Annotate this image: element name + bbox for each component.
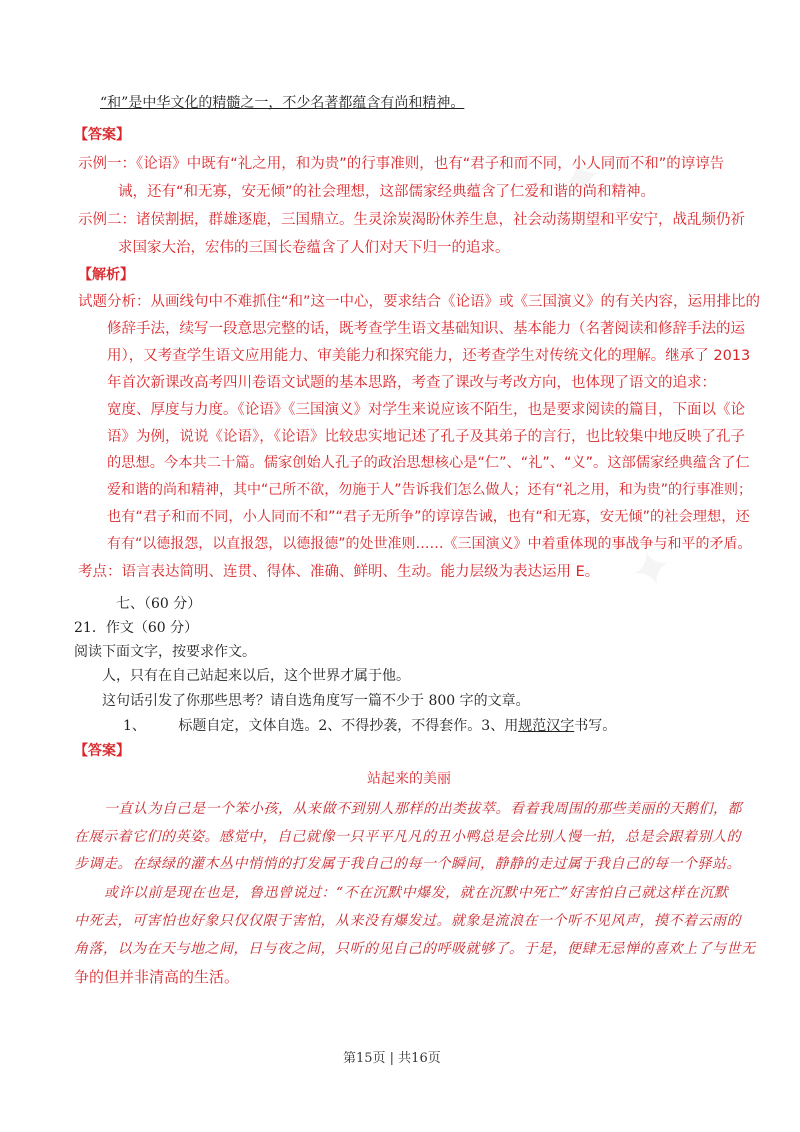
question-prompt: 阅读下面文字，按要求作文。 <box>74 644 256 660</box>
essay-line: 角落，以为在天与地之间，日与夜之间，只听的见自己的呼吸就够了。于是，便肆无忌惮的喜欢上了与世无 <box>74 941 756 957</box>
requirements <box>123 715 616 735</box>
analysis-line: 的思想。今本共二十篇。儒家创始人孔子的政治思想核心是“仁”、“礼”、“义”。这部儒家经典蕴含了仁 <box>107 455 750 471</box>
analysis-line: 试题分析：从画线句中不难抓住“和”这一中心，要求结合《论语》或《三国演义》的有关内容，运用排比的 <box>78 294 761 310</box>
requirement-underlined: 规范汉字 <box>518 718 575 734</box>
example-two-line-1: 示例二：诸侯割据，群雄逐鹿，三国鼎立。生灵涂炭渴盼休养生息，社会动荡期望和平安宁，战乱频仍祈 <box>78 212 745 228</box>
analysis-line: 年首次新课改高考四川卷语文试题的基本思路，考查了课改与考改方向，也体现了语文的追求： <box>107 375 716 391</box>
question-text: 这句话引发了你那些思考？请自选角度写一篇不少于 800 字的文章。 <box>102 693 530 709</box>
requirement-text: 书写。 <box>574 718 617 734</box>
essay-line: 或许以前是现在也是，鲁迅曾说过：“不在沉默中爆发，就在沉默中死亡”好害怕自己就这样在沉默 <box>104 885 729 901</box>
intro-line: “和”是中华文化的精髓之一，不少名著都蕴含有尚和精神。 <box>100 95 465 111</box>
essay-line: 步调走。在绿绿的灌木丛中悄悄的打发属于我自己的每一个瞬间，静静的走过属于我自己的每一个驿站。 <box>74 856 741 872</box>
question-title: 21．作文（60 分） <box>74 620 199 636</box>
analysis-line: 爱和谐的尚和精神，其中“己所不欲，勿施于人”告诉我们怎么做人；还有“礼之用，和为贵”的行事准则； <box>107 482 753 498</box>
example-two-line-2: 求国家大治，宏伟的三国长卷蕴含了人们对天下归一的追求。 <box>118 240 510 256</box>
answer-label: 【答案】 <box>74 743 130 759</box>
answer-label: 【答案】 <box>74 127 130 143</box>
essay-line: 在展示着它们的英姿。感觉中，自己就像一只平平凡凡的丑小鸭总是会比别人慢一拍，总是会跟着别人的 <box>74 829 741 845</box>
analysis-line: 有有“以德报怨，以直报怨，以德报德”的处世准则……《三国演义》中着重体现的事战争与和平的矛盾。 <box>107 536 752 552</box>
watermark: ✦ <box>621 534 682 606</box>
analysis-line: 修辞手法，续写一段意思完整的话，既考查学生语文基础知识、基本能力（名著阅读和修辞手法的运 <box>107 321 745 337</box>
watermark: ✦ <box>551 144 612 216</box>
analysis-line: 考点：语言表达简明、连贯、得体、准确、鲜明、生动。能力层级为表达运用 E。 <box>78 564 600 580</box>
requirement-number: 1、 <box>123 718 146 734</box>
analysis-line: 也有“君子和而不同，小人同而不和”“君子无所争”的谆谆告诫，也有“和无寡，安无倾”的社会理想，还 <box>107 509 750 525</box>
analysis-line: 语》为例，说说《论语》，《论语》比较忠实地记述了孔子及其弟子的言行，也比较集中地反映了孔子 <box>107 429 745 445</box>
analysis-line: 宽度、厚度与力度。《论语》《三国演义》对学生来说应该不陌生，也是要求阅读的篇目，下面以《论 <box>107 402 745 418</box>
requirement-text: 标题自定，文体自选。2、不得抄袭，不得套作。3、用 <box>178 718 519 734</box>
page-footer: 第15页 | 共16页 <box>343 1051 441 1066</box>
question-quote: 人，只有在自己站起来以后，这个世界才属于他。 <box>102 668 410 684</box>
essay-line: 中死去，可害怕也好象只仅仅限于害怕，从来没有爆发过。就象是流浪在一个听不见风声，摸不着云雨的 <box>74 913 741 929</box>
example-one-line-1: 示例一：《论语》中既有“礼之用，和为贵”的行事准则，也有“君子和而不同，小人同而不和”的谆谆告 <box>78 156 725 172</box>
section-heading: 七、（60 分） <box>116 596 202 612</box>
essay-last-line: 争的但并非清高的生活。 <box>74 968 240 986</box>
essay-line: 一直认为自己是一个笨小孩，从来做不到别人那样的出类拔萃。看着我周围的那些美丽的天鹅们，都 <box>104 801 742 817</box>
essay-title: 站起来的美丽 <box>367 771 451 787</box>
analysis-line: 用），又考查学生语文应用能力、审美能力和探究能力，还考查学生对传统文化的理解。继承了 2013 <box>107 348 751 364</box>
analysis-label: 【解析】 <box>78 267 134 283</box>
example-one-line-2: 诫，还有“和无寡，安无倾”的社会理想，这部儒家经典蕴含了仁爱和谐的尚和精神。 <box>118 184 656 200</box>
